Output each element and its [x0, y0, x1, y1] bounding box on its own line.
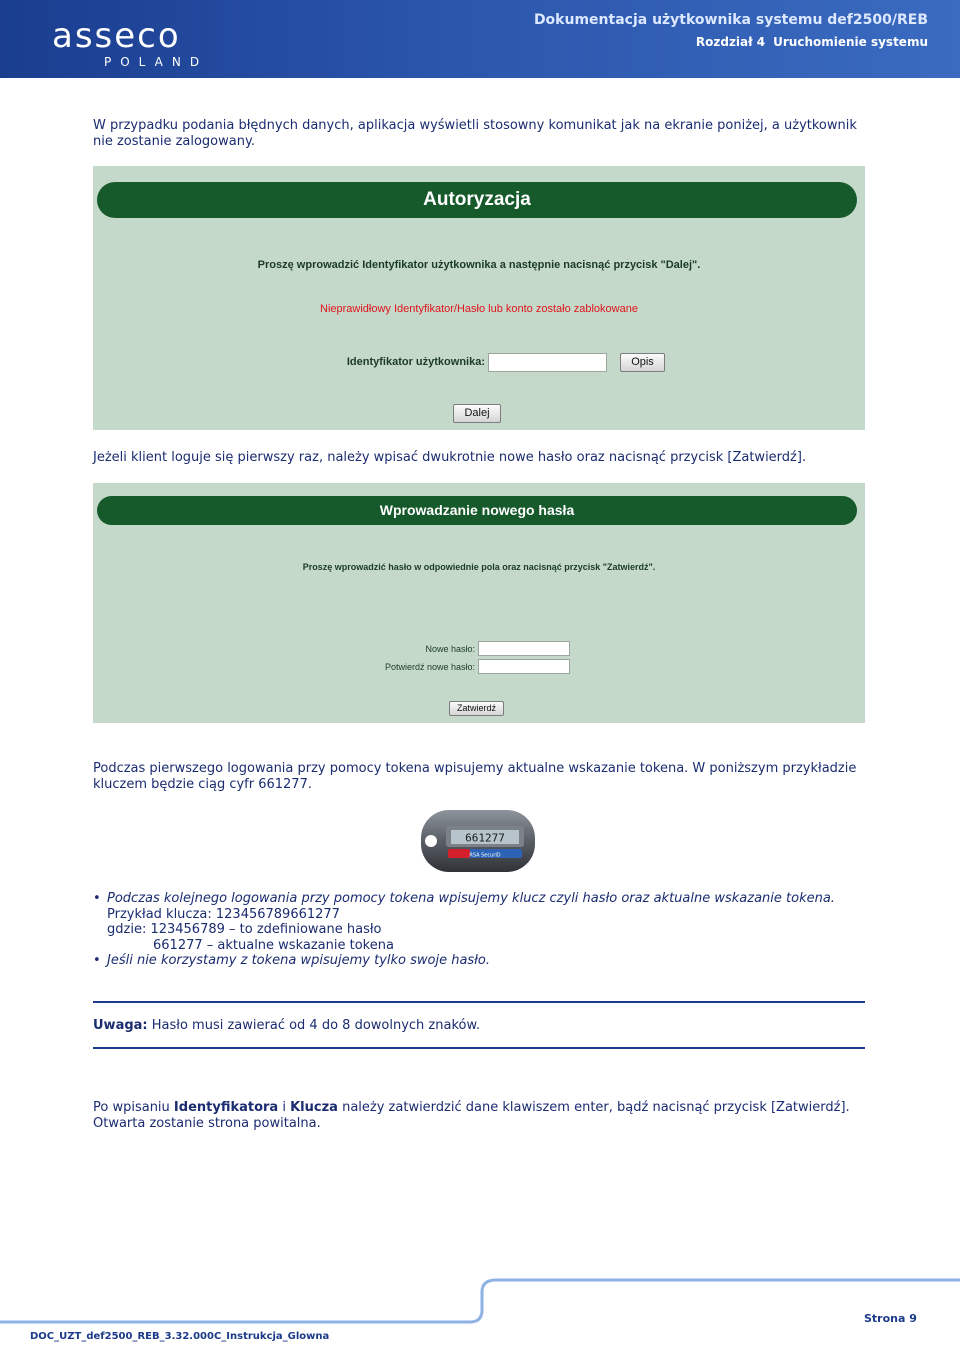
svg-text:POLAND: POLAND [104, 55, 209, 69]
token-bullet-list [93, 891, 835, 969]
authorization-screenshot [93, 166, 865, 430]
list-item: 661277 – aktualne wskazanie tokena [153, 937, 394, 953]
svg-text:asseco: asseco [52, 20, 181, 56]
text-run: Po wpisaniu [93, 1100, 174, 1115]
note-rule-top [93, 1001, 865, 1003]
token-paragraph: Podczas pierwszego logowania przy pomocy tokena wpisujemy aktualne wskazanie tokena. W poniższym przykładzie kluczem będzie ciąg cyfr 661277. [93, 761, 857, 792]
identyfikator-bold: Identyfikatora [173, 1100, 279, 1115]
footer-curve [0, 1272, 960, 1332]
page-number: Strona 9 [864, 1312, 917, 1325]
confirm-password-input[interactable] [478, 659, 570, 674]
opis-button[interactable]: Opis [620, 353, 665, 372]
asseco-logo [50, 20, 260, 70]
dalej-button[interactable]: Dalej [453, 404, 501, 423]
chapter-number: Rozdział 4 [695, 35, 766, 49]
new-password-title-bar: Wprowadzanie nowego hasła [97, 496, 857, 525]
text-run: i [278, 1100, 291, 1115]
list-item: • Podczas kolejnego logowania przy pomocy tokena wpisujemy klucz czyli hasło oraz aktualne wskazanie tokena. [93, 891, 835, 907]
zatwierdz-button[interactable]: Zatwierdź [449, 701, 504, 716]
page-header [0, 0, 960, 78]
new-password-instruction: Proszę wprowadzić hasło w odpowiednie pola oraz nacisnąć przycisk "Zatwierdź". [302, 562, 656, 572]
user-id-input[interactable] [488, 353, 607, 372]
list-item: gdzie: 123456789 – to zdefiniowane hasło [107, 922, 382, 938]
list-item: Przykład klucza: 123456789661277 [107, 906, 340, 922]
rsa-token-image [418, 806, 538, 874]
final-paragraph [93, 1100, 865, 1132]
authorization-title-bar: Autoryzacja [97, 182, 857, 218]
new-password-input[interactable] [478, 641, 570, 656]
note-paragraph [93, 1018, 865, 1034]
error-message: Nieprawidłowy Identyfikator/Hasło lub konto zostało zablokowane [320, 303, 638, 315]
new-password-screenshot [93, 483, 865, 723]
klucza-bold: Klucza [290, 1100, 338, 1115]
confirm-password-label: Potwierdź nowe hasło: [384, 662, 475, 672]
note-rule-bottom [93, 1047, 865, 1049]
user-id-label: Identyfikator użytkownika: [346, 356, 485, 368]
authorization-instruction: Proszę wprowadzić Identyfikator użytkownika a następnie nacisnąć przycisk "Dalej". [257, 259, 701, 271]
chapter-name: Uruchomienie systemu [773, 35, 928, 49]
new-password-label: Nowe hasło: [425, 644, 475, 654]
text-run: należy zatwierdzić dane klawiszem enter, bądź nacisnąć przycisk [Zatwierdź]. Otwarta zostanie strona powitalna. [93, 1100, 850, 1131]
svg-text:RSA SecurID: RSA SecurID [469, 852, 501, 859]
document-id: DOC_UZT_def2500_REB_3.32.000C_Instrukcja_Glowna [30, 1331, 330, 1342]
note-label: Uwaga: [93, 1018, 148, 1033]
first-login-paragraph: Jeżeli klient loguje się pierwszy raz, należy wpisać dwukrotnie nowe hasło oraz nacisnąć przycisk [Zatwierdź]. [93, 450, 807, 465]
note-text: Hasło musi zawierać od 4 do 8 dowolnych znaków. [147, 1018, 481, 1033]
intro-paragraph: W przypadku podania błędnych danych, aplikacja wyświetli stosowny komunikat jak na ekranie poniżej, a użytkownik nie zostanie zalogowany. [93, 118, 857, 149]
svg-text:661277: 661277 [465, 831, 505, 845]
document-title: Dokumentacja użytkownika systemu def2500/REB [533, 12, 928, 28]
chapter-info [688, 35, 928, 49]
list-item: • Jeśli nie korzystamy z tokena wpisujemy tylko swoje hasło. [93, 953, 835, 969]
